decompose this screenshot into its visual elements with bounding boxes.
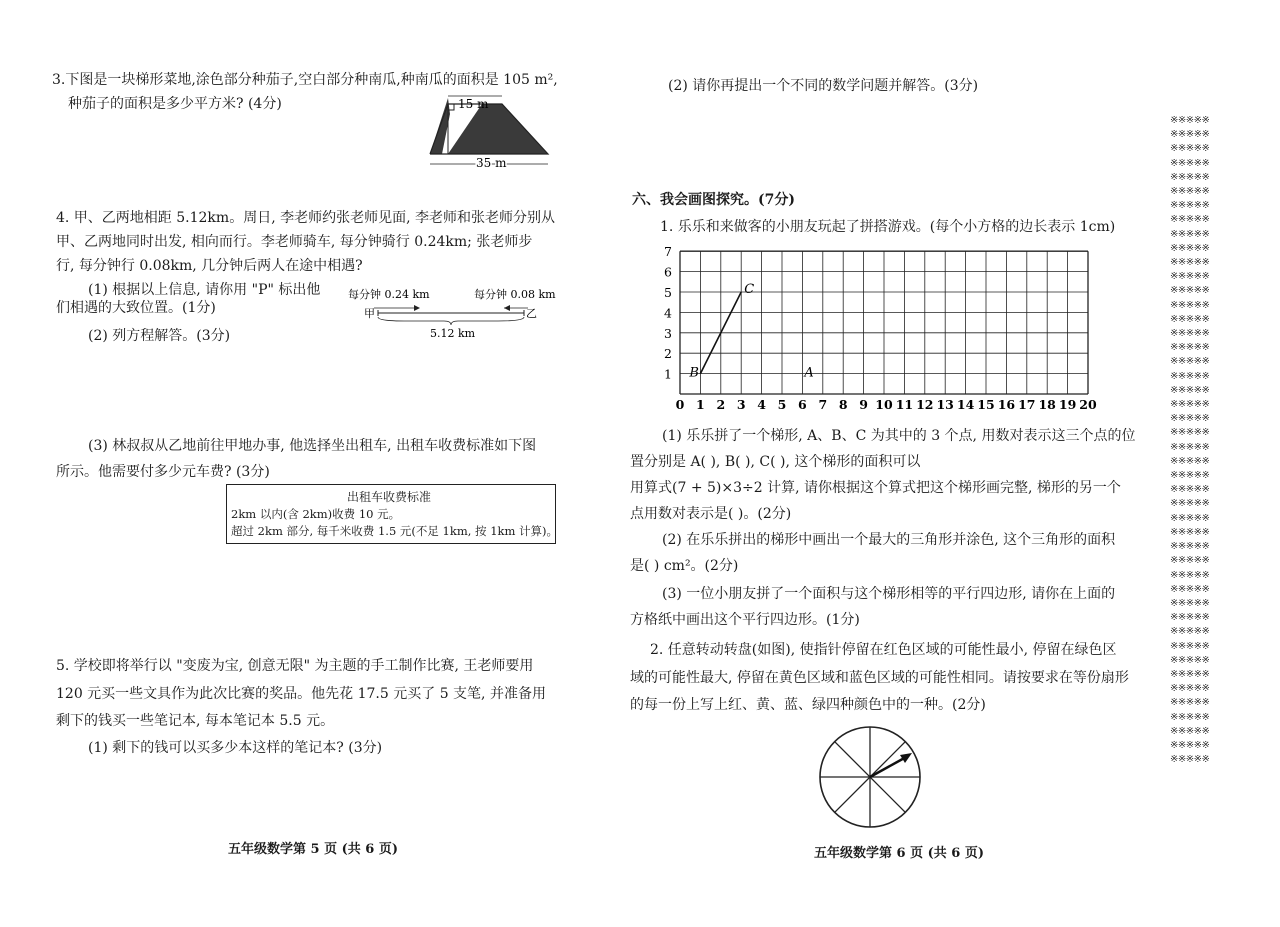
margin-mark-row: ※※※※※	[1170, 413, 1210, 425]
trapezoid-top-label: 15 m	[458, 97, 489, 111]
x-tick-label: 7	[818, 397, 828, 412]
margin-mark-row: ※※※※※	[1170, 214, 1210, 226]
margin-mark-row: ※※※※※	[1170, 640, 1210, 652]
x-tick-label: 3	[736, 397, 746, 412]
margin-mark-row: ※※※※※	[1170, 157, 1210, 169]
margin-mark-row: ※※※※※	[1170, 129, 1210, 141]
point-a-label: A	[804, 365, 814, 381]
distance-diagram	[344, 284, 564, 344]
x-tick-label: 8	[838, 397, 848, 412]
margin-mark-row: ※※※※※	[1170, 484, 1210, 496]
point-jia: 甲	[364, 307, 375, 320]
q3-text-line1: 3.下图是一块梯形菜地,涂色部分种茄子,空白部分种南瓜,种南瓜的面积是 105 m²,	[52, 72, 558, 88]
margin-mark-row: ※※※※※	[1170, 555, 1210, 567]
taxi-fare-box	[226, 484, 559, 544]
right-footer: 五年级数学第 6 页 (共 6 页)	[814, 846, 985, 861]
x-tick-label: 5	[777, 397, 787, 412]
x-tick-label: 10	[875, 397, 893, 412]
margin-mark-row: ※※※※※	[1170, 683, 1210, 695]
q3-text-line2: 种茄子的面积是多少平方米? (4分)	[68, 96, 282, 112]
q4-sub1-line2: 们相遇的大致位置。(1分)	[56, 300, 216, 316]
p1-q2-line1: (2) 在乐乐拼出的梯形中画出一个最大的三角形并涂色, 这个三角形的面积	[662, 532, 1116, 548]
margin-mark-row: ※※※※※	[1170, 612, 1210, 624]
margin-mark-row: ※※※※※	[1170, 115, 1210, 126]
p1-q3-line1: (3) 一位小朋友拼了一个面积与这个梯形相等的平行四边形, 请你在上面的	[662, 586, 1116, 602]
x-tick-label: 16	[997, 397, 1016, 412]
y-tick-label: 7	[664, 244, 672, 260]
point-c-label: C	[744, 282, 755, 297]
x-tick-label: 19	[1058, 397, 1077, 412]
q4-sub3-line2: 所示。他需要付多少元车费? (3分)	[56, 464, 270, 480]
y-tick-label: 5	[664, 285, 672, 300]
trapezoid-shaded-triangle	[448, 104, 548, 154]
margin-mark-row: ※※※※※	[1170, 470, 1210, 482]
margin-mark-row: ※※※※※	[1170, 725, 1210, 737]
x-tick-label: 17	[1018, 397, 1036, 412]
margin-mark-row: ※※※※※	[1170, 257, 1210, 269]
y-tick-label: 4	[664, 305, 672, 321]
x-tick-label: 0	[675, 397, 685, 412]
q4-sub1-line1: (1) 根据以上信息, 请你用 "P" 标出他	[88, 282, 321, 298]
q5-text-line1: 5. 学校即将举行以 "变废为宝, 创意无限" 为主题的手工制作比赛, 王老师要用	[56, 658, 534, 674]
right-speed-label: 每分钟 0.08 km	[474, 288, 556, 301]
q5-sub2: (2) 请你再提出一个不同的数学问题并解答。(3分)	[668, 78, 979, 94]
q4-sub3-line1: (3) 林叔叔从乙地前往甲地办事, 他选择坐出租车, 出租车收费标准如下图	[88, 438, 537, 454]
p2-line3: 的每一份上写上红、黄、蓝、绿四种颜色中的一种。(2分)	[630, 697, 986, 713]
p1-q2-line2: 是( ) cm²。(2分)	[630, 558, 739, 574]
x-tick-label: 2	[716, 397, 726, 412]
margin-mark-row: ※※※※※	[1170, 754, 1210, 766]
x-tick-label: 18	[1038, 397, 1056, 412]
margin-mark-row: ※※※※※	[1170, 384, 1210, 396]
point-b-label: B	[689, 365, 699, 381]
margin-mark-row: ※※※※※	[1170, 242, 1210, 254]
margin-mark-row: ※※※※※	[1170, 654, 1210, 666]
x-tick-label: 4	[757, 397, 766, 412]
p1-q1-line3: 用算式(7 + 5)×3÷2 计算, 请你根据这个算式把这个梯形画完整, 梯形的另一个	[630, 480, 1121, 496]
trapezoid-figure	[420, 92, 560, 172]
margin-mark-row: ※※※※※	[1170, 541, 1210, 553]
taxi-fare-rule1: 2km 以内(含 2km)收费 10 元。	[231, 507, 401, 521]
margin-mark-row: ※※※※※	[1170, 143, 1210, 155]
q5-text-line2: 120 元买一些文具作为此次比赛的奖品。他先花 17.5 元买了 5 支笔, 并准备用	[56, 686, 546, 702]
margin-mark-row: ※※※※※	[1170, 512, 1210, 524]
margin-mark-row: ※※※※※	[1170, 200, 1210, 212]
margin-mark-row: ※※※※※	[1170, 399, 1210, 411]
y-tick-label: 2	[664, 346, 672, 362]
coordinate-grid[interactable]	[660, 244, 1140, 414]
trapezoid-bottom-label: 35 m	[476, 156, 507, 170]
margin-mark-row: ※※※※※	[1170, 583, 1210, 595]
p2-line1: 2. 任意转动转盘(如图), 使指针停留在红色区域的可能性最小, 停留在绿色区	[650, 642, 1117, 658]
p2-line2: 域的可能性最大, 停留在黄色区域和蓝色区域的可能性相同。请按要求在等份扇形	[630, 670, 1129, 686]
margin-mark-row: ※※※※※	[1170, 739, 1210, 751]
left-footer: 五年级数学第 5 页 (共 6 页)	[228, 842, 399, 857]
margin-mark-row: ※※※※※	[1170, 328, 1210, 340]
q4-text-line1: 4. 甲、乙两地相距 5.12km。周日, 李老师约张老师见面, 李老师和张老师分别从	[56, 210, 555, 226]
margin-mark-row: ※※※※※	[1170, 356, 1210, 368]
taxi-fare-rule2: 超过 2km 部分, 每千米收费 1.5 元(不足 1km, 按 1km 计算)。	[231, 524, 559, 538]
margin-mark-row: ※※※※※	[1170, 711, 1210, 723]
spinner-wheel[interactable]	[808, 726, 932, 828]
margin-binding-marks	[1170, 114, 1230, 767]
x-tick-label: 12	[916, 397, 934, 412]
q4-text-line2: 甲、乙两地同时出发, 相向而行。李老师骑车, 每分钟骑行 0.24km; 张老师步	[56, 234, 533, 250]
margin-mark-row: ※※※※※	[1170, 569, 1210, 581]
q4-sub2: (2) 列方程解答。(3分)	[88, 328, 231, 344]
margin-mark-row: ※※※※※	[1170, 455, 1210, 467]
margin-mark-row: ※※※※※	[1170, 271, 1210, 283]
y-tick-label: 6	[664, 264, 672, 280]
margin-mark-row: ※※※※※	[1170, 313, 1210, 325]
margin-mark-row: ※※※※※	[1170, 668, 1210, 680]
y-tick-label: 1	[664, 366, 672, 382]
x-tick-label: 15	[977, 397, 995, 412]
left-speed-label: 每分钟 0.24 km	[348, 288, 430, 301]
margin-mark-row: ※※※※※	[1170, 299, 1210, 311]
margin-mark-row: ※※※※※	[1170, 228, 1210, 240]
margin-mark-row: ※※※※※	[1170, 498, 1210, 510]
x-tick-label: 14	[956, 397, 975, 412]
p1-q1-line2: 置分别是 A( ), B( ), C( ), 这个梯形的面积可以	[630, 454, 921, 470]
x-tick-label: 1	[696, 397, 705, 412]
margin-mark-row: ※※※※※	[1170, 370, 1210, 382]
margin-mark-row: ※※※※※	[1170, 441, 1210, 453]
margin-mark-row: ※※※※※	[1170, 626, 1210, 638]
point-yi: 乙	[526, 307, 537, 320]
x-tick-label: 11	[895, 397, 914, 412]
taxi-fare-title: 出租车收费标准	[347, 490, 432, 504]
p1-q1-line4: 点用数对表示是( )。(2分)	[630, 506, 792, 522]
margin-mark-row: ※※※※※	[1170, 427, 1210, 439]
x-tick-label: 9	[859, 397, 868, 412]
margin-mark-row: ※※※※※	[1170, 186, 1210, 198]
distance-label: 5.12 km	[430, 327, 476, 340]
p1-q3-line2: 方格纸中画出这个平行四边形。(1分)	[630, 612, 860, 628]
margin-mark-row: ※※※※※	[1170, 171, 1210, 183]
x-tick-label: 6	[798, 397, 807, 412]
p1-q1-line1: (1) 乐乐拼了一个梯形, A、B、C 为其中的 3 个点, 用数对表示这三个点的位	[662, 428, 1136, 444]
q5-text-line3: 剩下的钱买一些笔记本, 每本笔记本 5.5 元。	[56, 713, 335, 729]
spinner-pointer	[870, 756, 908, 777]
margin-mark-row: ※※※※※	[1170, 285, 1210, 297]
q4-text-line3: 行, 每分钟行 0.08km, 几分钟后两人在途中相遇?	[56, 258, 363, 274]
x-tick-label: 13	[936, 397, 954, 412]
section6-heading: 六、我会画图探究。(7分)	[632, 192, 795, 208]
y-tick-label: 3	[664, 325, 672, 341]
margin-mark-row: ※※※※※	[1170, 597, 1210, 609]
margin-mark-row: ※※※※※	[1170, 526, 1210, 538]
x-tick-label: 20	[1079, 397, 1097, 412]
q5-sub1: (1) 剩下的钱可以买多少本这样的笔记本? (3分)	[88, 740, 383, 756]
margin-mark-row: ※※※※※	[1170, 342, 1210, 354]
margin-mark-row: ※※※※※	[1170, 697, 1210, 709]
p1-intro: 1. 乐乐和来做客的小朋友玩起了拼搭游戏。(每个小方格的边长表示 1cm)	[660, 219, 1116, 235]
